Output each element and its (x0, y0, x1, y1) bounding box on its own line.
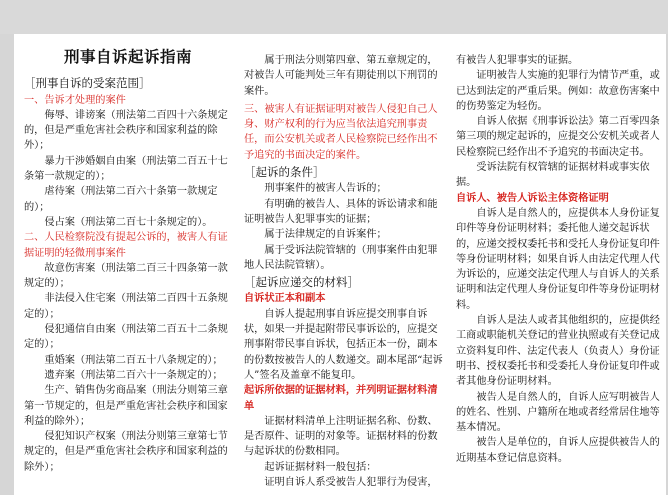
subheading-complaint: 自诉状正本和副本 (244, 292, 326, 305)
paragraph: 被告人是自然人的，自诉人应写明被告人的姓名、性别、户籍所在地或者经常居住地等基本情况。 (456, 391, 660, 434)
heading-prosecution-declined-cases: 三、被害人有证据证明对被告人侵犯自己人身、财产权利的行为应当依法追究刑事责任，而公安机关或者人民检察院已经作出不予追究的书面决定的案件。 (244, 103, 438, 161)
section-heading-materials: ［起诉应递交的材料］ (244, 275, 359, 290)
heading-complaint-cases: 一、告诉才处理的案件 (24, 94, 126, 106)
paragraph: 证明被告人实施的犯罪行为情节严重，或已达到法定的严重后果。例如：故意伤害案中的伤势鉴定为轻伤。 (456, 70, 660, 112)
list-item: 有明确的被告人、具体的诉讼请求和能证明被告人犯罪事实的证据； (244, 198, 438, 225)
paragraph: 自诉人是法人或者其他组织的，应提供经工商或职能机关登记的营业执照或有关登记成立资料复印件、法定代表人（负责人）身份证明书、授权委托书和受委托人身份证复印件或者其他身份证明材料。 (456, 315, 660, 388)
list-item: 虐待案（刑法第二百六十条第一款规定的）； (24, 186, 218, 213)
paragraph: 自诉人是自然人的，应提供本人身份证复印件等身份证明材料；委托他人递交起诉状的，应递交授权委托书和受托人身份证复印件等身份证明材料；如果自诉人由法定代理人代为诉讼的，应递交法定代理人与自诉人的关系证明和法定代理人身份证复印件等身份证明材料。 (456, 207, 660, 311)
list-item: 暴力干涉婚姻自由案（刑法第二百五十七条第一款规定的）； (24, 155, 228, 183)
section-heading-scope: ［刑事自诉的受案范围］ (24, 76, 151, 91)
document-page (14, 34, 666, 495)
list-item: 属于受诉法院管辖的（刑事案件由犯罪地人民法院管辖）。 (244, 244, 438, 271)
list-item: 侵犯知识产权案（刑法分则第三章第七节规定的，但是严重危害社会秩序和国家利益的除外）； (24, 431, 228, 473)
paragraph: 自诉人提起刑事自诉应提交刑事自诉状，如果一并提起附带民事诉讼的，应提交刑事附带民事自诉状，包括正本一份，副本的份数按被告人的人数递交。副本尾部“起诉人”签名及盖章不能复印。 (244, 308, 443, 381)
paragraph: 证明自诉人系受被告人犯罪行为侵害， (264, 477, 438, 489)
column-3 (456, 34, 660, 466)
subheading-party-qualification: 自诉人、被告人诉讼主体资格证明 (456, 191, 609, 204)
column-2 (244, 34, 446, 490)
list-item: 侵占案（刑法第二百七十条规定的）。 (44, 216, 213, 228)
heading-minor-cases: 二、人民检察院没有提起公诉的，被害人有证据证明的轻微刑事案件 (24, 232, 228, 259)
paragraph: 被告人是单位的，自诉人应提供被告人的近期基本登记信息资料。 (456, 437, 660, 464)
list-item: 重婚案（刑法第二百五十八条规定的）； (44, 354, 223, 366)
paragraph: 起诉证据材料一般包括： (264, 461, 377, 473)
page-title: 刑事自诉起诉指南 (63, 48, 192, 66)
section-heading-conditions: ［起诉的条件］ (244, 165, 325, 180)
subheading-evidence: 起诉所依据的证据材料，并列明证据材料清单 (244, 384, 438, 412)
paragraph: 属于刑法分则第四章、第五章规定的，对被告人可能判处三年有期徒刑以下刑罚的案件。 (244, 55, 438, 97)
list-item: 故意伤害案（刑法第二百三十四条第一款规定的）； (24, 262, 228, 290)
paragraph: 自诉人依据《刑事诉讼法》第二百零四条第三项的规定起诉的，应提交公安机关或者人民检察院已经作出不予追究的书面决定书。 (456, 116, 660, 158)
paragraph: 证据材料清单上注明证据名称、份数、是否原件、证明的对象等。证据材料的份数与起诉状的份数相同。 (244, 415, 438, 458)
list-item: 生产、销售伪劣商品案（刑法分则第三章第一节规定的，但是严重危害社会秩序和国家利益的除外）； (24, 385, 228, 427)
list-item: 侵犯通信自由案（刑法第二百五十二条规定的）； (24, 324, 228, 351)
list-item: 属于法律规定的自诉案件； (264, 229, 387, 241)
column-1 (24, 34, 232, 475)
list-item: 非法侵入住宅案（刑法第二百四十五条规定的）； (24, 293, 228, 320)
paragraph: 有被告人犯罪事实的证据。 (456, 55, 579, 66)
list-item: 遗弃案（刑法第二百六十一条规定的）； (44, 369, 223, 381)
top-bar (0, 0, 668, 34)
list-item: 刑事案件的被害人告诉的； (264, 183, 387, 195)
paragraph: 受诉法院有权管辖的证据材料或事实依据。 (456, 162, 650, 189)
list-item: 侮辱、诽谤案（刑法第二百四十六条规定的，但是严重危害社会秩序和国家利益的除外）； (24, 109, 228, 152)
